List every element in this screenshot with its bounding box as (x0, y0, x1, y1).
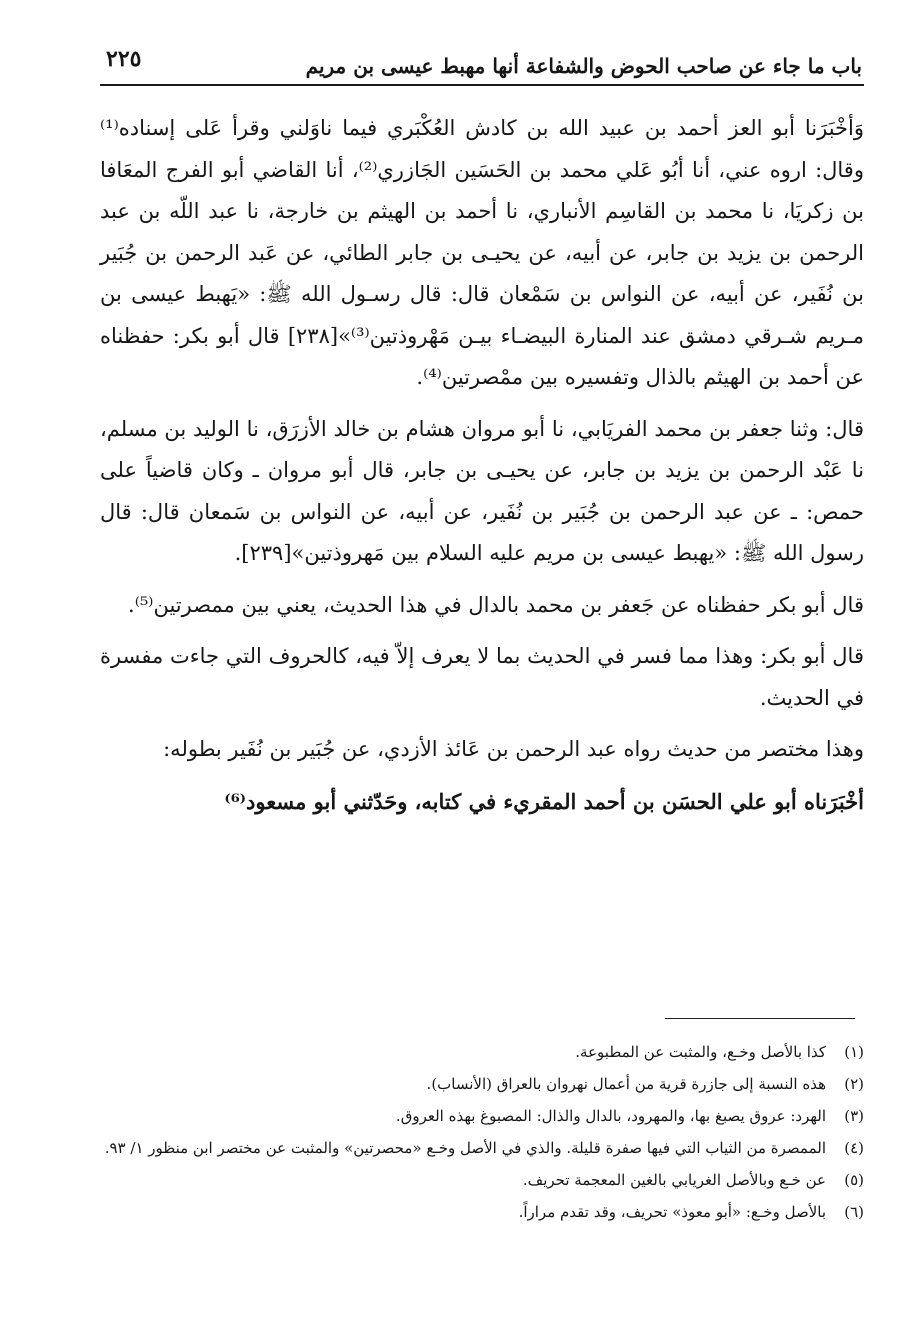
paragraph: قال أبو بكر: وهذا مما فسر في الحديث بما لا يعرف إلاّ فيه، كالحروف التي جاءت مفسرة في الحديث. (100, 644, 864, 710)
paragraph: وهذا مختصر من حديث رواه عبد الرحمن بن عَائذ الأزدي، عن جُبَير بن نُفَير بطوله: (163, 737, 864, 761)
footnote-text: عن خـع وبالأصل الغريابي بالغين المعجمة تحريف. (522, 1171, 826, 1189)
footnote-number: (٢) (844, 1075, 864, 1093)
footnote (100, 1134, 864, 1162)
paragraph: أخْبَرَناه أبو علي الحسَن بن أحمد المقريء في كتابه، وحَدّثني أبو مسعود⁽⁶⁾ (224, 788, 864, 814)
main-text (100, 108, 864, 822)
paragraph: قال: وثنا جعفر بن محمد الفريَابي، نا أبو مروان هشام بن خالد الأزرَق، نا الوليد بن مسلم، نا عَبْد الرحمن بن يزيد بن جابر، عن يحيـى بن جابر، قال أبو مروان ـ وكان قاضياً على حمص: ـ عن عبد الرحمن بن جُبَير بن نُفَير، عن أبيه، عن النواس بن سَمعان قال: قال رسول الله ﷺ: «يهبط عيسى بن مريم عليه السلام بين مَهروذتين»[٢٣٩]. (100, 416, 864, 565)
paragraph: وَأخْبَرَنا أبو العز أحمد بن عبيد الله بن كادش العُكْبَري فيما ناوَلني وقرأ عَلى إسناده⁽¹⁾ وقال: اروه عني، أنا أبُو عَلي محمد بن الحَسَين الجَازري⁽²⁾، أنا القاضي أبو الفرج المعَافا بن زكريَا، نا محمد بن القاسِم الأنباري، نا أحمد بن الهيثم بن خارجة، نا عبد اللّه بن عبد الرحمن بن يزيد بن جابر، عن أبيه، عن يحيـى بن جابر الطائي، عن عَبد الرحمن بن جُبَير بن نُفَير، عن أبيه، عن النواس بن سَمْعان قال: قال رسـول الله ﷺ: «يَهبط عيسى بن مـريم شـرقي دمشق عند المنارة البيضـاء بيـن مَهْروذتين⁽³⁾»[٢٣٨] قال أبو بكر: حفظناه عن أحمد بن الهيثم بالذال وتفسيره بين ممْصرتين⁽⁴⁾. (100, 116, 864, 389)
footnote-number: (٥) (844, 1171, 864, 1189)
page-number: ٢٢٥ (106, 46, 142, 72)
footnote-number: (٦) (844, 1203, 864, 1221)
footnote (100, 1070, 864, 1098)
footnotes (100, 1038, 864, 1230)
page-header (100, 38, 864, 86)
footnote-number: (١) (844, 1043, 864, 1061)
footnote (100, 1198, 864, 1226)
footnote (100, 1038, 864, 1066)
footnote-number: (٤) (844, 1139, 864, 1157)
chapter-title: باب ما جاء عن صاحب الحوض والشفاعة أنها مهبط عيسى بن مريم (305, 54, 862, 78)
footnote-text: بالأصل وخـع: «أبو معوذ» تحريف، وقد تقدم مراراً. (518, 1203, 826, 1221)
footnote-text: الهرد: عروق يصبغ بها، والمهرود، بالدال والذال: المصبوغ بهذه العروق. (395, 1107, 826, 1125)
footnote-divider (665, 1018, 855, 1019)
footnote (100, 1166, 864, 1194)
footnote-text: كذا بالأصل وخـع، والمثبت عن المطبوعة. (575, 1043, 826, 1061)
footnote-text: هذه النسبة إلى جازرة قرية من أعمال نهروان بالعراق (الأنساب). (426, 1075, 826, 1093)
footnote-text: الممصرة من الثياب التي فيها صفرة قليلة. والذي في الأصل وخـع «محصرتين» والمثبت عن مختصر ابن منظور ١/ ٩٣. (104, 1139, 826, 1157)
footnote (100, 1102, 864, 1130)
footnote-number: (٣) (844, 1107, 864, 1125)
paragraph: قال أبو بكر حفظناه عن جَعفر بن محمد بالدال في هذا الحديث، يعني بين ممصرتين⁽⁵⁾. (128, 592, 864, 617)
